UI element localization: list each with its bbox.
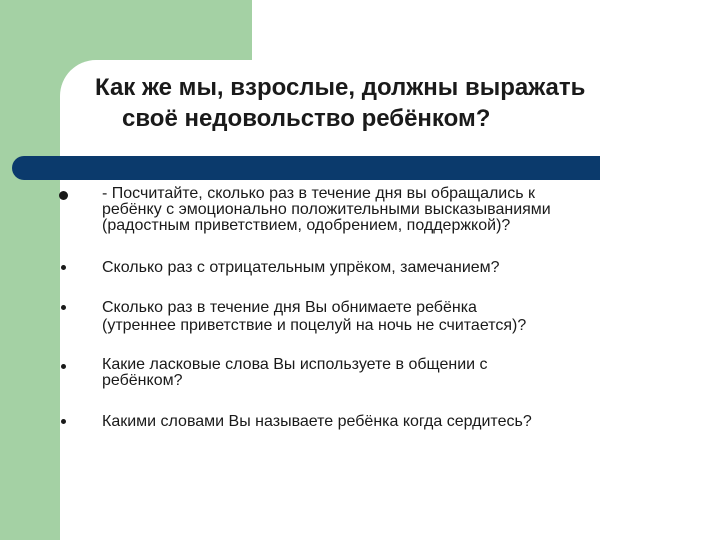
title-line-2: своё недовольство ребёнком? <box>122 105 491 132</box>
bullet-line: (радостным приветствием, одобрением, поддержкой)? <box>102 217 511 234</box>
bullet-line: Какими словами Вы называете ребёнка когда сердитесь? <box>102 413 532 430</box>
bullet-line: - Посчитайте, сколько раз в течение дня вы обращались к <box>102 185 536 202</box>
bullet-dot-icon <box>59 191 68 200</box>
bullet-line: (утреннее приветствие и поцелуй на ночь не считается)? <box>102 317 527 334</box>
title-divider-bar <box>12 156 600 180</box>
bullet-line: Какие ласковые слова Вы используете в общении с <box>102 356 488 373</box>
bullet-dot-icon <box>61 364 66 369</box>
bullet-item-hugs <box>60 299 690 335</box>
slide-title <box>95 72 695 134</box>
bullet-line: ребёнку с эмоционально положительными высказываниями <box>102 201 551 218</box>
title-line-1: Как же мы, взрослые, должны выражать <box>95 74 586 101</box>
bullet-item-kind-words <box>60 357 690 389</box>
bullet-line: ребёнком? <box>102 372 183 389</box>
bullet-list <box>60 186 690 431</box>
bullet-line: Сколько раз с отрицательным упрёком, замечанием? <box>102 259 500 276</box>
bullet-dot-icon <box>61 419 66 424</box>
bullet-line: Сколько раз в течение дня Вы обнимаете ребёнка <box>102 299 477 316</box>
bullet-item-angry-words <box>60 413 690 431</box>
bullet-dot-icon <box>61 305 66 310</box>
bullet-item-count-positive <box>60 186 690 234</box>
bullet-dot-icon <box>61 265 66 270</box>
bullet-item-count-negative <box>60 259 690 277</box>
